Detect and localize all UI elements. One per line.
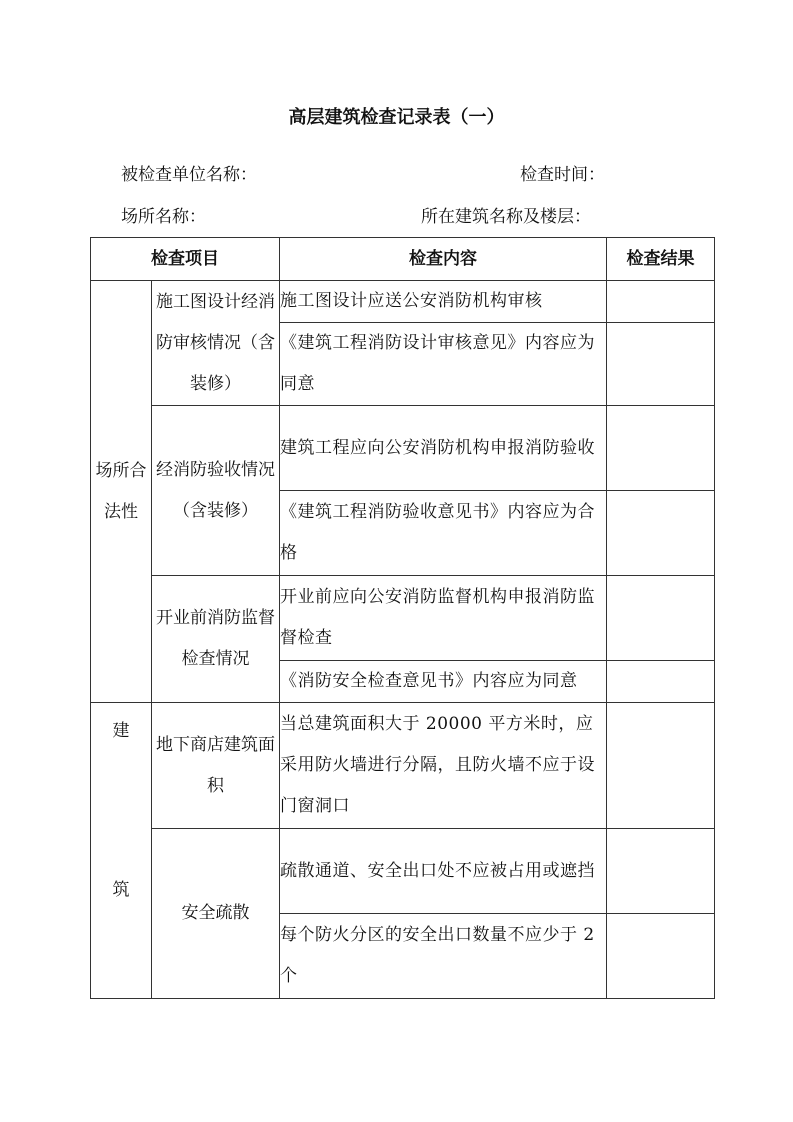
inspection-time-label: 检查时间： <box>520 165 605 185</box>
building-floor-label: 所在建筑名称及楼层： <box>421 207 591 227</box>
subitem-underground-store-area: 地下商店建筑面积 <box>152 703 280 829</box>
content-cell: 《建筑工程消防验收意见书》内容应为合格 <box>280 491 607 576</box>
table-row <box>91 576 715 661</box>
content-cell: 《消防安全检查意见书》内容应为同意 <box>280 661 607 703</box>
inspected-unit-label: 被检查单位名称： <box>121 165 257 185</box>
subitem-acceptance: 经消防验收情况（含装修） <box>152 406 280 576</box>
result-cell[interactable] <box>607 491 715 576</box>
table-row <box>91 406 715 491</box>
header-content: 检查内容 <box>280 238 607 281</box>
category-building-bottom: 筑 <box>112 880 130 900</box>
table-row <box>91 829 715 914</box>
header-result: 检查结果 <box>607 238 715 281</box>
content-cell: 《建筑工程消防设计审核意见》内容应为同意 <box>280 323 607 406</box>
site-name-label: 场所名称： <box>121 207 206 227</box>
table-row <box>91 703 715 829</box>
category-legality: 场所合法性 <box>91 281 152 703</box>
content-cell: 疏散通道、安全出口处不应被占用或遮挡 <box>280 829 607 914</box>
table-header-row <box>91 238 715 281</box>
result-cell[interactable] <box>607 281 715 323</box>
category-building-top: 建 <box>112 721 130 741</box>
content-cell: 建筑工程应向公安消防机构申报消防验收 <box>280 406 607 491</box>
page-title: 高层建筑检查记录表（一） <box>288 107 505 128</box>
header-item: 检查项目 <box>91 238 280 281</box>
subitem-pre-opening-check: 开业前消防监督检查情况 <box>152 576 280 703</box>
content-cell: 每个防火分区的安全出口数量不应少于 2 个 <box>280 914 607 999</box>
result-cell[interactable] <box>607 661 715 703</box>
result-cell[interactable] <box>607 406 715 491</box>
inspection-table <box>90 237 715 999</box>
subitem-safe-evacuation: 安全疏散 <box>152 829 280 999</box>
subitem-design-review: 施工图设计经消防审核情况（含装修） <box>152 281 280 406</box>
content-cell: 开业前应向公安消防监督机构申报消防监督检查 <box>280 576 607 661</box>
result-cell[interactable] <box>607 576 715 661</box>
result-cell[interactable] <box>607 829 715 914</box>
table-row <box>91 281 715 323</box>
category-building <box>91 703 152 999</box>
result-cell[interactable] <box>607 914 715 999</box>
result-cell[interactable] <box>607 323 715 406</box>
content-cell: 当总建筑面积大于 20000 平方米时，应采用防火墙进行分隔，且防火墙不应于设门窗洞口 <box>280 703 607 829</box>
result-cell[interactable] <box>607 703 715 829</box>
content-cell: 施工图设计应送公安消防机构审核 <box>280 281 607 323</box>
